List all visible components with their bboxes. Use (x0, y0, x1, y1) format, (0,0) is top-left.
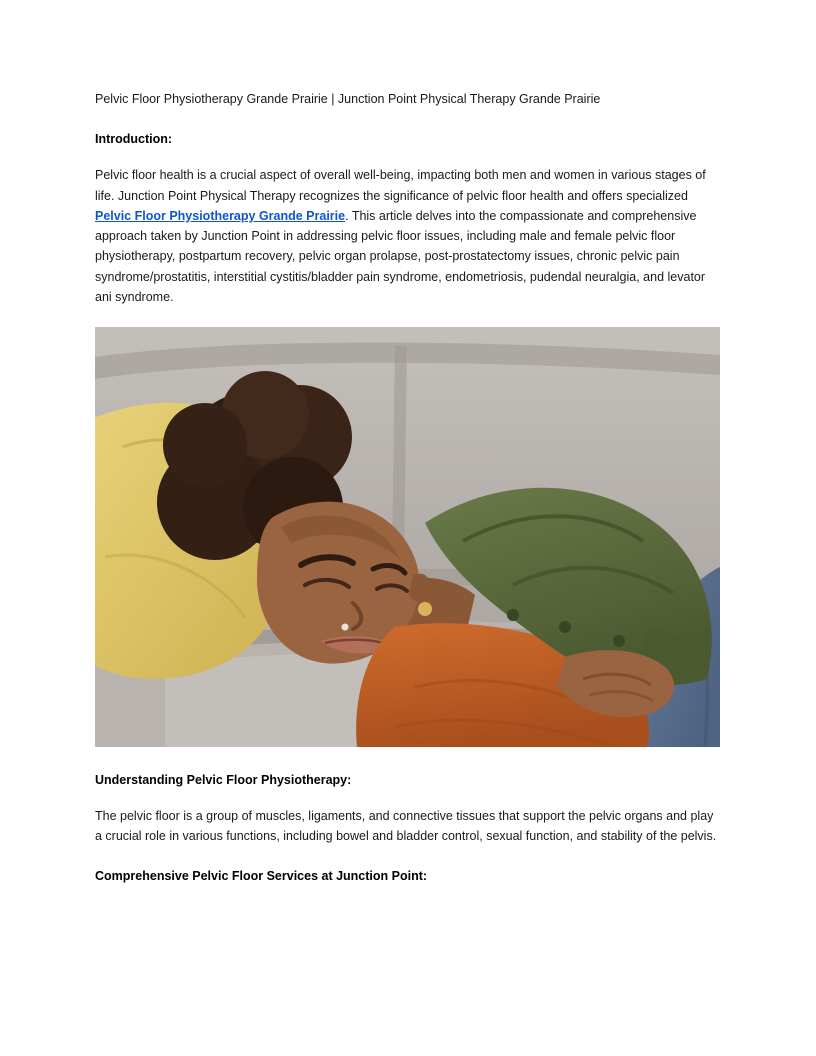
paragraph-introduction (95, 165, 721, 307)
document-title: Pelvic Floor Physiotherapy Grande Prairie | Junction Point Physical Therapy Grande Prairie (95, 92, 601, 106)
article-image (95, 327, 720, 747)
intro-text-after-link: . This article delves into the compassionate and comprehensive approach taken by Junction Point in addressing pelvic floor issues, including male and female pelvic floor physiotherapy, postpartum recovery, pelvic organ prolapse, post-prostatectomy issues, chronic pelvic pain syndrome/prostatitis, interstitial cystitis/bladder pain syndrome, endometriosis, pudendal neuralgia, and levator ani syndrome. (95, 208, 706, 304)
paragraph-understanding: The pelvic floor is a group of muscles, ligaments, and connective tissues that support the pelvic organs and play a crucial role in various functions, including bowel and bladder control, sexual function, and stability of the pelvis. (95, 809, 717, 844)
heading-understanding-pelvic-floor-physiotherapy: Understanding Pelvic Floor Physiotherapy: (95, 773, 352, 787)
pelvic-floor-physiotherapy-link[interactable]: Pelvic Floor Physiotherapy Grande Prairie (95, 208, 346, 223)
heading-comprehensive-services: Comprehensive Pelvic Floor Services at Junction Point: (95, 868, 428, 883)
intro-text-before-link: Pelvic floor health is a crucial aspect of overall well-being, impacting both men and women in various stages of life. Junction Point Physical Therapy recognizes the significance of pelvic floor health and offers specialized (95, 168, 706, 203)
heading-introduction: Introduction: (95, 132, 173, 147)
